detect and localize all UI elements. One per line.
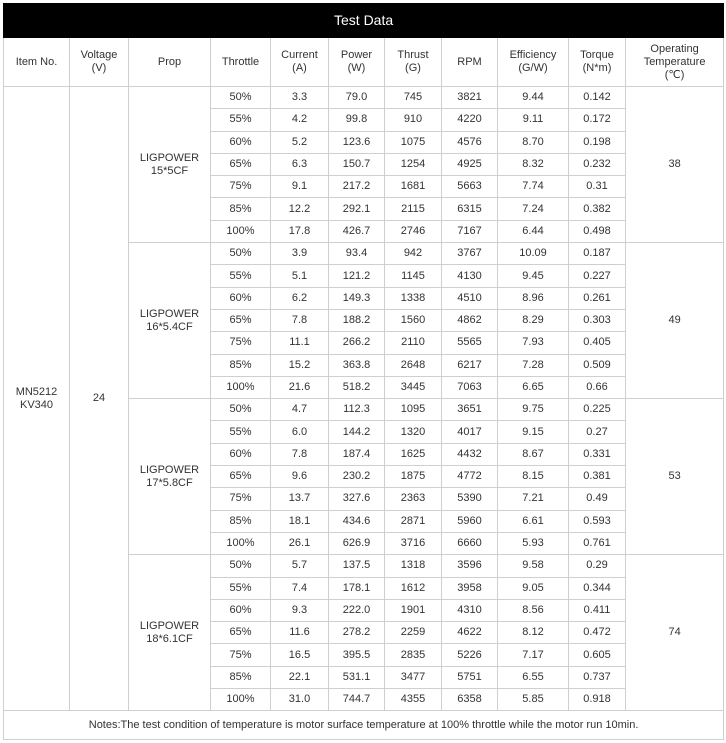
power-cell: 99.8 [329,109,385,131]
torque-cell: 0.49 [569,488,626,510]
power-cell: 230.2 [329,466,385,488]
power-cell: 395.5 [329,644,385,666]
efficiency-cell: 9.75 [498,399,569,421]
rpm-cell: 3651 [442,399,498,421]
throttle-cell: 75% [211,176,271,198]
efficiency-cell: 9.15 [498,421,569,443]
torque-cell: 0.29 [569,555,626,577]
current-cell: 7.8 [271,443,329,465]
torque-cell: 0.31 [569,176,626,198]
rpm-cell: 3821 [442,87,498,109]
rpm-cell: 6660 [442,532,498,554]
rpm-cell: 4925 [442,153,498,175]
torque-cell: 0.172 [569,109,626,131]
torque-cell: 0.509 [569,354,626,376]
current-cell: 6.0 [271,421,329,443]
header-prop: Prop [129,38,211,87]
power-cell: 327.6 [329,488,385,510]
power-cell: 137.5 [329,555,385,577]
power-cell: 292.1 [329,198,385,220]
efficiency-cell: 8.15 [498,466,569,488]
power-cell: 178.1 [329,577,385,599]
throttle-cell: 100% [211,376,271,398]
rpm-cell: 6217 [442,354,498,376]
rpm-cell: 4622 [442,622,498,644]
prop-cell: LIGPOWER 16*5.4CF [129,243,211,399]
current-cell: 12.2 [271,198,329,220]
notes-text: Notes:The test condition of temperature is motor surface temperature at 100% throttle while the motor run 10min. [4,711,724,740]
power-cell: 518.2 [329,376,385,398]
power-cell: 426.7 [329,220,385,242]
test-data-container [3,3,723,740]
throttle-cell: 85% [211,666,271,688]
temperature-cell: 53 [626,399,724,555]
current-cell: 9.6 [271,466,329,488]
throttle-cell: 85% [211,198,271,220]
power-cell: 626.9 [329,532,385,554]
current-cell: 4.7 [271,399,329,421]
throttle-cell: 60% [211,287,271,309]
rpm-cell: 5226 [442,644,498,666]
thrust-cell: 1254 [385,153,442,175]
temperature-cell: 38 [626,87,724,243]
throttle-cell: 65% [211,622,271,644]
power-cell: 150.7 [329,153,385,175]
throttle-cell: 100% [211,689,271,711]
rpm-cell: 7063 [442,376,498,398]
throttle-cell: 50% [211,399,271,421]
throttle-cell: 65% [211,466,271,488]
efficiency-cell: 8.70 [498,131,569,153]
header-throttle: Throttle [211,38,271,87]
throttle-cell: 85% [211,510,271,532]
throttle-cell: 55% [211,577,271,599]
throttle-cell: 55% [211,265,271,287]
current-cell: 13.7 [271,488,329,510]
power-cell: 79.0 [329,87,385,109]
efficiency-cell: 9.58 [498,555,569,577]
efficiency-cell: 7.21 [498,488,569,510]
power-cell: 531.1 [329,666,385,688]
rpm-cell: 4772 [442,466,498,488]
throttle-cell: 75% [211,488,271,510]
throttle-cell: 75% [211,644,271,666]
efficiency-cell: 5.85 [498,689,569,711]
power-cell: 278.2 [329,622,385,644]
torque-cell: 0.918 [569,689,626,711]
throttle-cell: 55% [211,421,271,443]
efficiency-cell: 7.93 [498,332,569,354]
throttle-cell: 60% [211,443,271,465]
rpm-cell: 4017 [442,421,498,443]
thrust-cell: 1075 [385,131,442,153]
prop-cell: LIGPOWER 17*5.8CF [129,399,211,555]
efficiency-cell: 9.44 [498,87,569,109]
thrust-cell: 1320 [385,421,442,443]
power-cell: 363.8 [329,354,385,376]
thrust-cell: 4355 [385,689,442,711]
power-cell: 149.3 [329,287,385,309]
rpm-cell: 7167 [442,220,498,242]
rpm-cell: 5390 [442,488,498,510]
efficiency-cell: 9.45 [498,265,569,287]
power-cell: 217.2 [329,176,385,198]
efficiency-cell: 7.28 [498,354,569,376]
power-cell: 187.4 [329,443,385,465]
torque-cell: 0.225 [569,399,626,421]
torque-cell: 0.142 [569,87,626,109]
current-cell: 15.2 [271,354,329,376]
rpm-cell: 3958 [442,577,498,599]
power-cell: 121.2 [329,265,385,287]
efficiency-cell: 10.09 [498,243,569,265]
torque-cell: 0.331 [569,443,626,465]
header-power: Power (W) [329,38,385,87]
torque-cell: 0.261 [569,287,626,309]
rpm-cell: 4432 [442,443,498,465]
current-cell: 11.1 [271,332,329,354]
efficiency-cell: 6.55 [498,666,569,688]
current-cell: 11.6 [271,622,329,644]
current-cell: 16.5 [271,644,329,666]
rpm-cell: 4220 [442,109,498,131]
current-cell: 9.3 [271,599,329,621]
header-row [4,38,724,87]
power-cell: 123.6 [329,131,385,153]
rpm-cell: 6358 [442,689,498,711]
current-cell: 7.8 [271,309,329,331]
thrust-cell: 2648 [385,354,442,376]
rpm-cell: 6315 [442,198,498,220]
torque-cell: 0.593 [569,510,626,532]
header-current: Current (A) [271,38,329,87]
thrust-cell: 1612 [385,577,442,599]
efficiency-cell: 7.17 [498,644,569,666]
torque-cell: 0.405 [569,332,626,354]
throttle-cell: 50% [211,243,271,265]
temperature-cell: 49 [626,243,724,399]
throttle-cell: 60% [211,599,271,621]
throttle-cell: 75% [211,332,271,354]
throttle-cell: 85% [211,354,271,376]
throttle-cell: 50% [211,555,271,577]
table-row [4,87,724,109]
torque-cell: 0.498 [569,220,626,242]
table-title: Test Data [4,4,724,38]
current-cell: 21.6 [271,376,329,398]
thrust-cell: 1560 [385,309,442,331]
torque-cell: 0.198 [569,131,626,153]
rpm-cell: 3596 [442,555,498,577]
thrust-cell: 942 [385,243,442,265]
power-cell: 144.2 [329,421,385,443]
efficiency-cell: 7.74 [498,176,569,198]
header-efficiency: Efficiency (G/W) [498,38,569,87]
current-cell: 17.8 [271,220,329,242]
power-cell: 112.3 [329,399,385,421]
efficiency-cell: 8.67 [498,443,569,465]
torque-cell: 0.472 [569,622,626,644]
header-temperature: Operating Temperature (℃) [626,38,724,87]
thrust-cell: 2363 [385,488,442,510]
thrust-cell: 1681 [385,176,442,198]
efficiency-cell: 5.93 [498,532,569,554]
temperature-cell: 74 [626,555,724,711]
power-cell: 744.7 [329,689,385,711]
voltage-cell: 24 [70,87,129,711]
power-cell: 188.2 [329,309,385,331]
item-no-cell: MN5212 KV340 [4,87,70,711]
thrust-cell: 1145 [385,265,442,287]
rpm-cell: 4130 [442,265,498,287]
throttle-cell: 50% [211,87,271,109]
current-cell: 22.1 [271,666,329,688]
throttle-cell: 60% [211,131,271,153]
power-cell: 434.6 [329,510,385,532]
thrust-cell: 745 [385,87,442,109]
table-body [4,87,724,711]
rpm-cell: 3767 [442,243,498,265]
power-cell: 93.4 [329,243,385,265]
torque-cell: 0.737 [569,666,626,688]
rpm-cell: 5663 [442,176,498,198]
rpm-cell: 5960 [442,510,498,532]
efficiency-cell: 6.44 [498,220,569,242]
torque-cell: 0.187 [569,243,626,265]
efficiency-cell: 9.05 [498,577,569,599]
header-rpm: RPM [442,38,498,87]
current-cell: 5.1 [271,265,329,287]
thrust-cell: 910 [385,109,442,131]
throttle-cell: 100% [211,532,271,554]
thrust-cell: 1625 [385,443,442,465]
torque-cell: 0.605 [569,644,626,666]
prop-cell: LIGPOWER 18*6.1CF [129,555,211,711]
efficiency-cell: 8.96 [498,287,569,309]
thrust-cell: 1901 [385,599,442,621]
efficiency-cell: 7.24 [498,198,569,220]
rpm-cell: 4862 [442,309,498,331]
current-cell: 6.3 [271,153,329,175]
efficiency-cell: 6.61 [498,510,569,532]
thrust-cell: 1338 [385,287,442,309]
current-cell: 3.3 [271,87,329,109]
thrust-cell: 3716 [385,532,442,554]
test-data-table [3,3,724,740]
power-cell: 222.0 [329,599,385,621]
current-cell: 18.1 [271,510,329,532]
thrust-cell: 2115 [385,198,442,220]
thrust-cell: 1875 [385,466,442,488]
throttle-cell: 100% [211,220,271,242]
torque-cell: 0.344 [569,577,626,599]
header-torque: Torque (N*m) [569,38,626,87]
torque-cell: 0.761 [569,532,626,554]
efficiency-cell: 6.65 [498,376,569,398]
thrust-cell: 3445 [385,376,442,398]
header-item-no: Item No. [4,38,70,87]
throttle-cell: 55% [211,109,271,131]
header-voltage: Voltage (V) [70,38,129,87]
thrust-cell: 3477 [385,666,442,688]
torque-cell: 0.411 [569,599,626,621]
rpm-cell: 5751 [442,666,498,688]
thrust-cell: 2746 [385,220,442,242]
thrust-cell: 2871 [385,510,442,532]
efficiency-cell: 9.11 [498,109,569,131]
efficiency-cell: 8.32 [498,153,569,175]
header-thrust: Thrust (G) [385,38,442,87]
current-cell: 9.1 [271,176,329,198]
torque-cell: 0.227 [569,265,626,287]
current-cell: 7.4 [271,577,329,599]
throttle-cell: 65% [211,309,271,331]
current-cell: 3.9 [271,243,329,265]
current-cell: 26.1 [271,532,329,554]
current-cell: 6.2 [271,287,329,309]
torque-cell: 0.66 [569,376,626,398]
current-cell: 5.2 [271,131,329,153]
current-cell: 31.0 [271,689,329,711]
torque-cell: 0.303 [569,309,626,331]
rpm-cell: 4310 [442,599,498,621]
torque-cell: 0.382 [569,198,626,220]
efficiency-cell: 8.29 [498,309,569,331]
thrust-cell: 1318 [385,555,442,577]
power-cell: 266.2 [329,332,385,354]
rpm-cell: 5565 [442,332,498,354]
rpm-cell: 4576 [442,131,498,153]
thrust-cell: 2259 [385,622,442,644]
thrust-cell: 2110 [385,332,442,354]
torque-cell: 0.232 [569,153,626,175]
rpm-cell: 4510 [442,287,498,309]
torque-cell: 0.381 [569,466,626,488]
efficiency-cell: 8.12 [498,622,569,644]
torque-cell: 0.27 [569,421,626,443]
prop-cell: LIGPOWER 15*5CF [129,87,211,243]
efficiency-cell: 8.56 [498,599,569,621]
current-cell: 4.2 [271,109,329,131]
thrust-cell: 1095 [385,399,442,421]
thrust-cell: 2835 [385,644,442,666]
throttle-cell: 65% [211,153,271,175]
current-cell: 5.7 [271,555,329,577]
